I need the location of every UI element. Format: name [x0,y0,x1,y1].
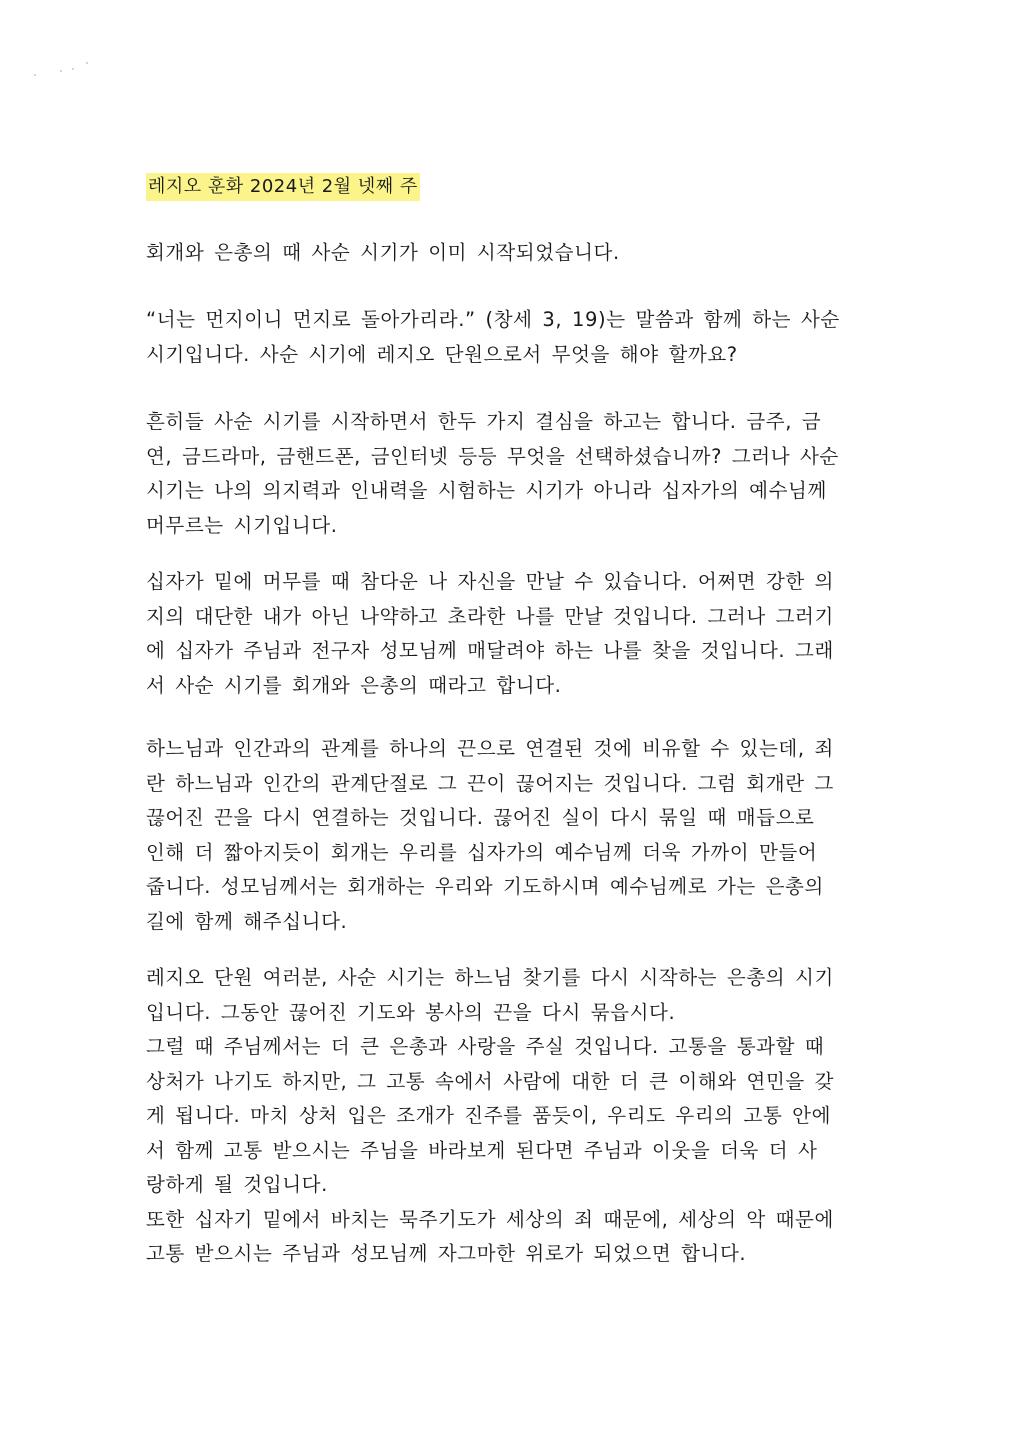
paragraph-line: 머무르는 시기입니다. [146,513,338,537]
scan-specks [30,62,100,82]
paragraph-line: 그럴 때 주님께서는 더 큰 은총과 사랑을 주실 것입니다. 고통을 통과할 때 [146,1035,825,1058]
paragraph-line: 회개와 은총의 때 사순 시기가 이미 시작되었습니다. [146,241,620,264]
paragraph-line: 인해 더 짧아지듯이 회개는 우리를 십자가의 예수님께 더욱 가까이 만들어 [146,840,818,864]
paragraph-3 [146,405,884,543]
paragraph-line: 상처가 나기도 하지만, 그 고통 속에서 사람에 대한 더 큰 이해와 연민을 갖 [146,1069,835,1093]
paragraph-line: 서 사순 시기를 회개와 은총의 때라고 합니다. [146,673,562,697]
paragraph-line: 랑하게 될 것입니다. [146,1173,328,1196]
paragraph-line: 게 됩니다. 마치 상처 입은 조개가 진주를 품듯이, 우리도 우리의 고통 안에 [146,1104,832,1127]
paragraph-line: 흔히들 사순 시기를 시작하면서 한두 가지 결심을 하고는 합니다. 금주, 금 [146,410,822,433]
paragraph-line: 입니다. 그동안 끊어진 기도와 봉사의 끈을 다시 묶읍시다. [146,1000,676,1024]
paragraph-line: 서 함께 고통 받으시는 주님을 바라보게 된다면 주님과 이웃을 더욱 더 사 [146,1138,818,1162]
paragraph-6 [146,961,884,1272]
paragraph-line: 에 십자가 주님과 전구자 성모님께 매달려야 하는 나를 찾을 것입니다. 그래 [146,639,834,662]
paragraph-line: 줍니다. 성모님께서는 회개하는 우리와 기도하시며 예수님께로 가는 은총의 [146,875,824,898]
paragraph-2 [146,303,884,372]
paragraph-line: 란 하느님과 인간의 관계단절로 그 끈이 끊어지는 것입니다. 그럼 회개란 그 [146,771,834,795]
paragraph-4 [146,565,884,703]
paragraph-line: 연, 금드라마, 금핸드폰, 금인터넷 등등 무엇을 선택하셨습니까? 그러나 사순 [146,444,839,468]
paragraph-line: 또한 십자기 밑에서 바치는 묵주기도가 세상의 죄 때문에, 세상의 악 때문에 [146,1207,834,1231]
paragraph-line: 십자가 밑에 머무를 때 참다운 나 자신을 만날 수 있습니다. 어쩌면 강한 의 [146,570,835,593]
paragraph-line: “너는 먼지이니 먼지로 돌아가리라.” (창세 3, 19)는 말씀과 함께 하는 사순 [146,308,840,331]
paragraph-line: 고통 받으시는 주님과 성모님께 자그마한 위로가 되었으면 합니다. [146,1242,747,1265]
paragraph-5 [146,732,884,939]
paragraph-line: 하느님과 인간과의 관계를 하나의 끈으로 연결된 것에 비유할 수 있는데, 죄 [146,737,834,760]
paragraph-line: 시기입니다. 사순 시기에 레지오 단원으로서 무엇을 해야 할까요? [146,342,738,366]
paragraph-line: 길에 함께 해주십니다. [146,909,348,933]
paragraph-line: 레지오 단원 여러분, 사순 시기는 하느님 찾기를 다시 시작하는 은총의 시기 [146,966,834,989]
paragraph-line: 끊어진 끈을 다시 연결하는 것입니다. 끊어진 실이 다시 묶일 때 매듭으로 [146,806,815,829]
paragraph-1 [146,236,884,271]
document-title: 레지오 훈화 2024년 2월 넷째 주 [146,173,420,201]
paragraph-line: 시기는 나의 의지력과 인내력을 시험하는 시기가 아니라 십자가의 예수님께 [146,479,827,502]
paragraph-line: 지의 대단한 내가 아닌 나약하고 초라한 나를 만날 것입니다. 그러나 그러기 [146,604,834,628]
